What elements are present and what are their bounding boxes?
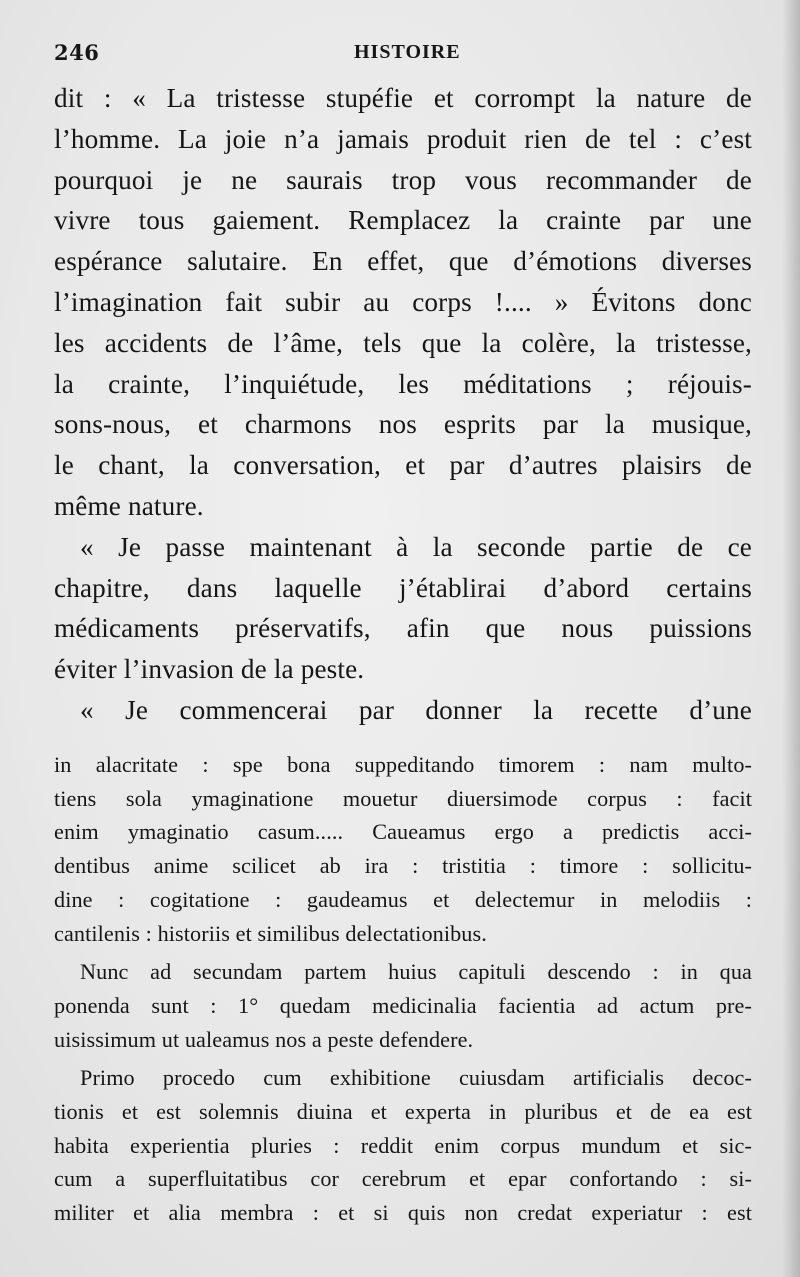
text-line: dentibus anime scilicet ab ira : tristitia : timore : sollicitu- bbox=[54, 853, 752, 879]
page-number: 246 bbox=[54, 40, 100, 65]
text-line: dit : « La tristesse stupéfie et corrompt la nature de bbox=[54, 83, 752, 113]
latin-original-text bbox=[54, 748, 752, 1230]
text-line: sons-nous, et charmons nos esprits par la musique, bbox=[54, 409, 752, 440]
text-line: cantilenis : historiis et similibus delectationibus. bbox=[54, 920, 487, 946]
text-line: tiens sola ymaginatione mouetur diuersimode corpus : facit bbox=[54, 785, 752, 811]
text-line: l’imagination fait subir au corps !.... » Évitons donc bbox=[54, 286, 752, 317]
french-translation-text bbox=[54, 78, 752, 731]
text-line: même nature. bbox=[54, 490, 204, 521]
text-line: pourquoi je ne saurais trop vous recommander de bbox=[54, 164, 752, 195]
text-line: habita experientia pluries : reddit enim corpus mundum et sic- bbox=[54, 1132, 752, 1158]
text-line: médicaments préservatifs, afin que nous puissions bbox=[54, 613, 752, 644]
text-line: Primo procedo cum exhibitione cuiusdam artificialis decoc- bbox=[80, 1065, 752, 1091]
text-line: in alacritate : spe bona suppeditando timorem : nam multo- bbox=[54, 752, 752, 777]
text-line: le chant, la conversation, et par d’autres plaisirs de bbox=[54, 450, 752, 481]
text-line: tionis et est solemnis diuina et experta in pluribus et de ea est bbox=[54, 1099, 752, 1125]
page-edge-shadow bbox=[782, 0, 800, 1277]
page-header bbox=[54, 40, 746, 70]
text-line: enim ymaginatio casum..... Caueamus ergo a predictis acci- bbox=[54, 819, 752, 845]
text-line: les accidents de l’âme, tels que la colère, la tristesse, bbox=[54, 327, 752, 358]
text-line: Nunc ad secundam partem huius capituli descendo : in qua bbox=[80, 959, 752, 985]
text-line: espérance salutaire. En effet, que d’émotions diverses bbox=[54, 246, 752, 277]
text-line: l’homme. La joie n’a jamais produit rien de tel : c’est bbox=[54, 123, 752, 154]
text-line: ponenda sunt : 1° quedam medicinalia facientia ad actum pre- bbox=[54, 992, 752, 1018]
text-line: cum a superfluitatibus cor cerebrum et epar confortando : si- bbox=[54, 1166, 752, 1192]
text-line: la crainte, l’inquiétude, les méditations ; réjouis- bbox=[54, 368, 752, 399]
text-line: dine : cogitatione : gaudeamus et delectemur in melodiis : bbox=[54, 886, 752, 912]
text-line: « Je commencerai par donner la recette d’une bbox=[80, 694, 752, 725]
text-line: éviter l’invasion de la peste. bbox=[54, 654, 365, 685]
text-line: militer et alia membra : et si quis non credat experiatur : est bbox=[54, 1200, 752, 1226]
text-line: vivre tous gaiement. Remplacez la crainte par une bbox=[54, 205, 752, 236]
text-line: « Je passe maintenant à la seconde partie de ce bbox=[80, 531, 752, 562]
text-line: chapitre, dans laquelle j’établirai d’abord certains bbox=[54, 572, 752, 603]
running-head: HISTOIRE bbox=[354, 41, 461, 63]
text-line: uisissimum ut ualeamus nos a peste defendere. bbox=[54, 1026, 474, 1052]
